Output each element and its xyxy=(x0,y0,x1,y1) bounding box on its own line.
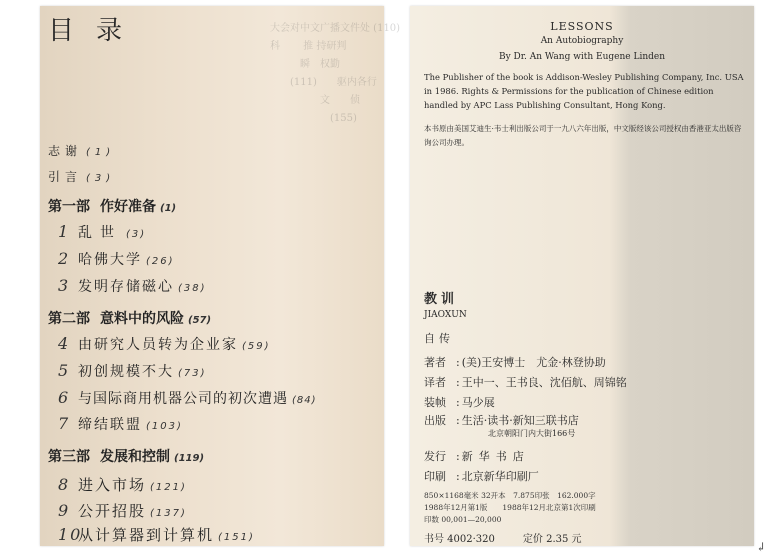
part-label: 第二部 xyxy=(48,311,90,327)
toc-chapter-2 xyxy=(58,249,175,269)
toc-page-number: (137) xyxy=(150,508,187,519)
spec-line: 1988年12月第1版 1988年12月北京第1次印刷 xyxy=(424,503,596,512)
part-label: 第一部 xyxy=(48,199,90,215)
toc-page-number: (57) xyxy=(188,315,212,326)
toc-part-1 xyxy=(48,196,176,216)
chapter-number: 5 xyxy=(58,361,71,380)
credit-key: 装帧 xyxy=(424,396,446,409)
part-label: 第三部 xyxy=(48,449,90,465)
english-subtitle: An Autobiography xyxy=(540,36,624,46)
book-number: 书号 4002·320 xyxy=(424,534,495,545)
chapter-title: 由研究人员转为企业家 xyxy=(78,337,238,353)
credit-value: 新华书店 xyxy=(461,450,530,463)
cip-title: 教训 xyxy=(424,292,459,307)
bleed-through-text xyxy=(270,20,401,128)
credit-publisher: 出版 : 生活·读书·新知三联书店 xyxy=(424,414,579,427)
toc-page-number: (151) xyxy=(218,532,255,543)
ghost-line: 瞬 权勤 xyxy=(270,59,340,70)
chapter-number: 2 xyxy=(58,249,71,268)
ghost-line: 文 侦 xyxy=(270,95,360,106)
toc-page-number: (38) xyxy=(178,283,207,294)
toc-page-number: (59) xyxy=(242,341,271,352)
credit-distributor: 发行 : 新华书店 xyxy=(424,450,530,463)
toc-entry-title: 志谢 xyxy=(48,144,83,158)
chapter-number: 7 xyxy=(58,414,71,433)
cip-description: 自传 xyxy=(424,332,454,345)
toc-chapter-5 xyxy=(58,361,207,381)
toc-part-3 xyxy=(48,446,204,466)
ghost-line: (155) xyxy=(270,113,357,124)
toc-page xyxy=(40,6,401,546)
return-arrow-icon: ↲ xyxy=(755,540,766,554)
toc-chapter-8 xyxy=(58,474,187,495)
english-byline: By Dr. An Wang with Eugene Linden xyxy=(498,52,666,62)
chinese-rights-note: 本书原由美国艾迪生·韦士利出版公司于一九八六年出版，中文版经该公司授权由香港亚太出版咨询公司办理。 xyxy=(424,124,742,147)
credit-key: 印刷 xyxy=(424,470,446,483)
chapter-title: 从计算器到计算机 xyxy=(78,526,215,544)
part-title: 作好准备 xyxy=(100,199,156,215)
credit-value: 王中一、王书良、沈佰航、周锦铭 xyxy=(461,376,627,389)
chapter-title: 乱世 xyxy=(78,225,122,241)
book-number-and-price xyxy=(424,530,582,545)
credit-value: 北京新华印刷厂 xyxy=(461,470,539,483)
cip-pinyin: JIAOXUN xyxy=(424,310,467,320)
toc-chapter-3 xyxy=(58,276,207,296)
chapter-title: 进入市场 xyxy=(78,476,147,494)
toc-front-acknowledgements xyxy=(48,142,115,159)
spec-line: 印数 00,001—20,000 xyxy=(424,515,502,524)
price: 定价 2.35 元 xyxy=(522,534,582,545)
toc-chapter-9 xyxy=(58,500,187,521)
toc-page-number: (121) xyxy=(150,482,187,493)
toc-part-2 xyxy=(48,308,211,328)
copyright-page xyxy=(410,6,754,546)
chapter-title: 缔结联盟 xyxy=(78,417,142,433)
chapter-title: 公开招股 xyxy=(78,502,147,520)
credit-key: 发行 xyxy=(424,450,446,463)
credit-key: 出版 xyxy=(424,414,446,427)
toc-page-number: (1) xyxy=(160,203,177,214)
toc-chapter-10 xyxy=(58,524,255,545)
toc-page-number: (3) xyxy=(86,173,116,184)
chapter-number: 8 xyxy=(58,475,71,494)
toc-page-number: (3) xyxy=(126,229,147,240)
credit-value: 生活·读书·新知三联书店 xyxy=(461,414,579,427)
part-title: 意料中的风险 xyxy=(100,311,184,327)
credit-translator: 译者 : 王中一、王书良、沈佰航、周锦铭 xyxy=(424,376,627,389)
toc-chapter-7 xyxy=(58,414,183,434)
chapter-number: 10 xyxy=(58,525,83,544)
credit-author: 著者 : (美)王安博士 尤金·林登协助 xyxy=(424,356,606,369)
toc-page-number: (26) xyxy=(146,256,175,267)
chapter-title: 哈佛大学 xyxy=(78,252,142,268)
toc-chapter-1 xyxy=(58,222,146,242)
toc-page-number: (119) xyxy=(174,453,205,464)
toc-page-number: (103) xyxy=(146,421,183,432)
credit-design: 装帧 : 马少展 xyxy=(424,396,495,409)
chapter-number: 6 xyxy=(58,388,70,407)
chapter-number: 3 xyxy=(58,276,71,295)
toc-front-introduction xyxy=(48,168,115,185)
toc-title: 目录 xyxy=(48,16,145,46)
part-title: 发展和控制 xyxy=(100,449,170,465)
ghost-line: 科 推 持研判 xyxy=(270,41,347,52)
toc-page-number: (73) xyxy=(178,368,207,379)
toc-entry-title: 引言 xyxy=(48,170,83,184)
credit-key: 译者 xyxy=(424,376,446,389)
english-title: LESSONS xyxy=(550,20,614,33)
chapter-title: 发明存储磁心 xyxy=(78,279,174,295)
ghost-line: 大会对中文广播文件处 (110) xyxy=(270,23,401,34)
toc-page-number: (1) xyxy=(86,147,116,158)
credit-value: 马少展 xyxy=(461,396,495,409)
chapter-number: 9 xyxy=(58,501,71,520)
chapter-number: 1 xyxy=(58,222,71,241)
credit-key: 著者 xyxy=(424,356,446,369)
toc-page-number: (84) xyxy=(292,395,317,406)
chapter-title: 初创规模不大 xyxy=(78,364,174,380)
spec-line: 850×1168毫米 32开本 7.875印张 162.000字 xyxy=(424,491,596,500)
toc-chapter-6 xyxy=(58,388,317,408)
chapter-number: 4 xyxy=(58,334,71,353)
publisher-address: 北京朝阳门内大街166号 xyxy=(488,429,576,438)
credit-printer: 印刷 : 北京新华印刷厂 xyxy=(424,470,539,483)
credit-value: (美)王安博士 尤金·林登协助 xyxy=(461,356,606,369)
toc-chapter-4 xyxy=(58,334,271,354)
ghost-line: (111) 驱内各行 xyxy=(270,77,377,88)
chapter-title: 与国际商用机器公司的初次遭遇 xyxy=(78,391,288,407)
rights-paragraph: The Publisher of the book is Addison-Wesley Publishing Company, Inc. USA in 1986. Rights & Permissions for the publication of Chinese edition handled by APC Lass Publishing Consultant, Hong Kong. xyxy=(424,72,744,110)
